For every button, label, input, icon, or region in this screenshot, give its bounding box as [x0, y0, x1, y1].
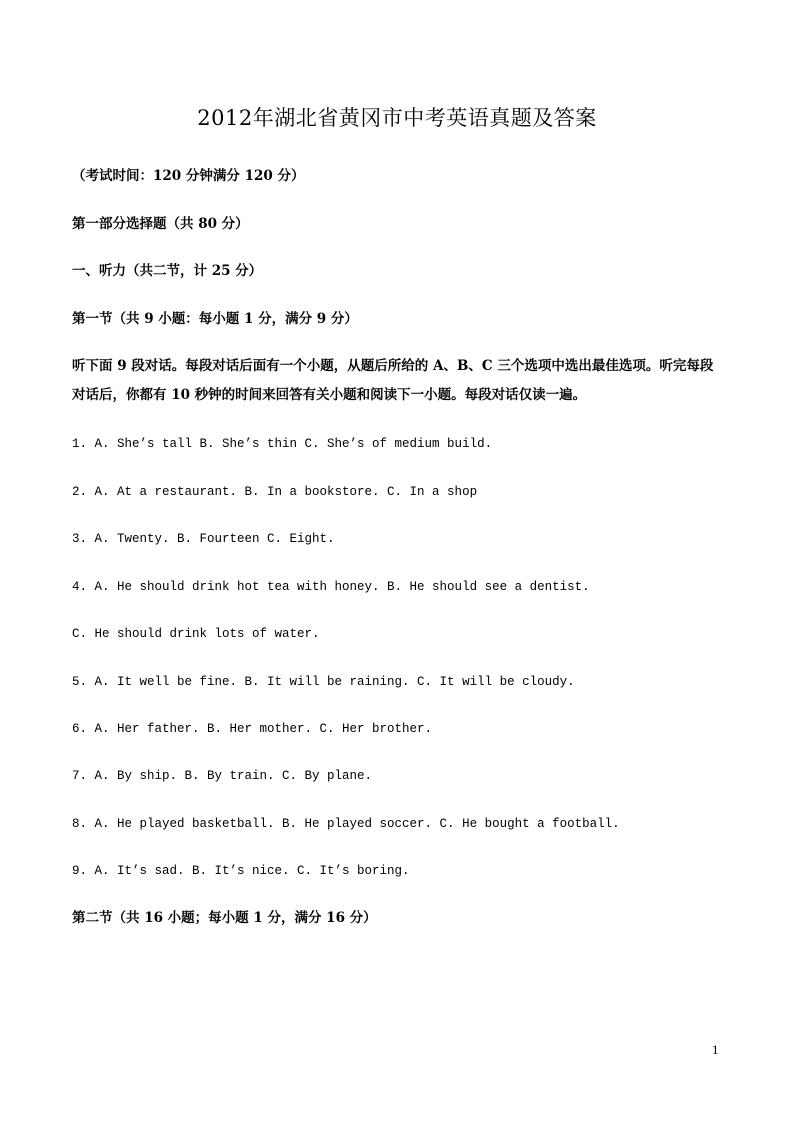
- instructions-paragraph: 听下面 9 段对话。每段对话后面有一个小题，从题后所给的 A、B、C 三个选项中选出最佳选项。听完每段对话后，你都有 10 秒钟的时间来回答有关小题和阅读下一小题。每段对话仅读一遍。: [72, 358, 714, 403]
- question-line: 2. A. At a restaurant. B. In a bookstore. C. In a shop: [72, 485, 478, 499]
- question-line: 8. A. He played basketball. B. He played soccer. C. He bought a football.: [72, 817, 620, 831]
- page-title: 2012年湖北省黄冈市中考英语真题及答案: [197, 106, 597, 130]
- question-line: 1. A. She’s tall B. She’s thin C. She’s of medium build.: [72, 437, 493, 451]
- section-one-heading: 第一节（共 9 小题：每小题 1 分，满分 9 分）: [72, 311, 358, 327]
- question-line: 9. A. It’s sad. B. It’s nice. C. It’s boring.: [72, 864, 410, 878]
- question-line: 6. A. Her father. B. Her mother. C. Her brother.: [72, 722, 433, 736]
- part-one-heading: 第一部分选择题（共 80 分）: [72, 216, 249, 232]
- listening-heading: 一、听力（共二节，计 25 分）: [72, 263, 263, 279]
- section-two-heading: 第二节（共 16 小题；每小题 1 分，满分 16 分）: [72, 910, 377, 926]
- exam-info: （考试时间：120 分钟满分 120 分）: [72, 168, 305, 184]
- question-line: 5. A. It well be fine. B. It will be raining. C. It will be cloudy.: [72, 675, 575, 689]
- question-line: 3. A. Twenty. B. Fourteen C. Eight.: [72, 532, 335, 546]
- question-line: C. He should drink lots of water.: [72, 627, 320, 641]
- page-number: 1: [712, 1042, 719, 1057]
- question-line: 7. A. By ship. B. By train. C. By plane.: [72, 769, 373, 783]
- question-line: 4. A. He should drink hot tea with honey. B. He should see a dentist.: [72, 580, 590, 594]
